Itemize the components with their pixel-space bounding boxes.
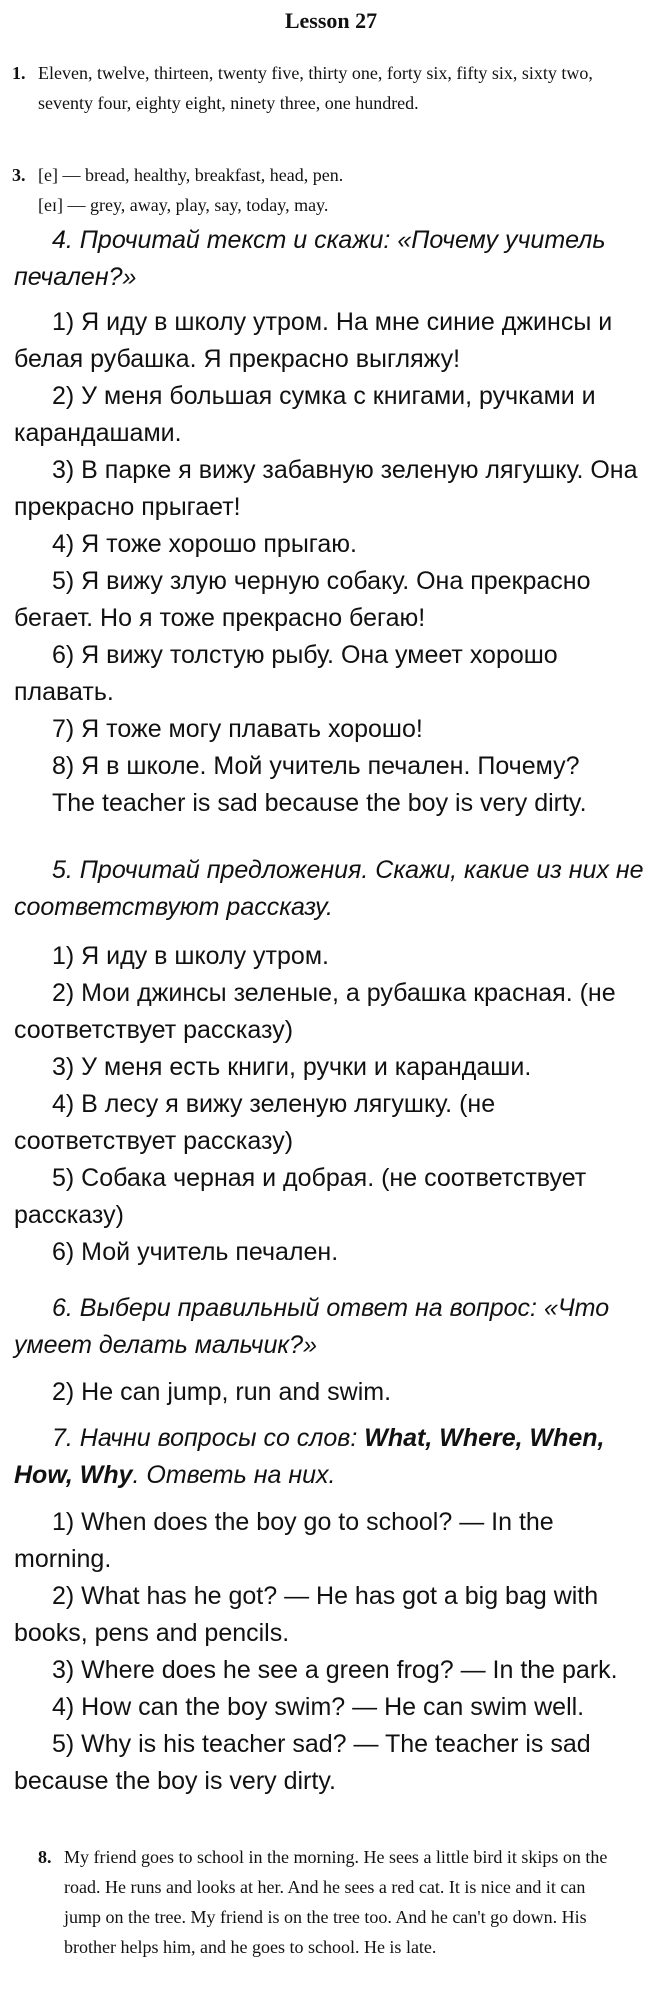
- exercise-7-item-5: 5) Why is his teacher sad? — The teacher is sad because the boy is very dirty.: [14, 1730, 591, 1795]
- lesson-title: Lesson 27: [284, 8, 378, 33]
- exercise-8: [38, 1842, 626, 1962]
- exercise-5-item-6: 6) Мой учитель печален.: [52, 1238, 339, 1266]
- exercise-3-number: 3.: [12, 165, 26, 185]
- exercise-5-heading: 5. Прочитай предложения. Скажи, какие из них не соответствуют рассказу.: [14, 856, 644, 921]
- exercise-6: [14, 1290, 650, 1411]
- exercise-4-item-6: 6) Я вижу толстую рыбу. Она умеет хорошо плавать.: [14, 641, 558, 706]
- exercise-6-heading: 6. Выбери правильный ответ на вопрос: «Что умеет делать мальчик?»: [14, 1294, 610, 1359]
- exercise-7-item-4: 4) How can the boy swim? — He can swim well.: [52, 1693, 585, 1721]
- exercise-4-item-2: 2) У меня большая сумка с книгами, ручками и карандашами.: [14, 382, 596, 447]
- exercise-3-line-1: [e] — bread, healthy, breakfast, head, pen.: [38, 165, 344, 185]
- exercise-1-text: Eleven, twelve, thirteen, twenty five, thirty one, forty six, fifty six, sixty two, seventy four, eighty eight, ninety three, one hundred.: [38, 63, 593, 113]
- exercise-4-heading: 4. Прочитай текст и скажи: «Почему учитель печален?»: [14, 226, 606, 291]
- exercise-7-item-1: 1) When does the boy go to school? — In the morning.: [14, 1508, 554, 1573]
- exercise-3: [12, 160, 623, 220]
- exercise-7-heading: [14, 1420, 650, 1494]
- exercise-8-number: 8.: [38, 1847, 52, 1867]
- exercise-4-item-1: 1) Я иду в школу утром. На мне синие джинсы и белая рубашка. Я прекрасно выгляжу!: [14, 308, 613, 373]
- exercise-5-item-4: 4) В лесу я вижу зеленую лягушку. (не соответствует рассказу): [14, 1090, 496, 1155]
- exercise-1: [12, 58, 623, 118]
- exercise-4-answer: The teacher is sad because the boy is very dirty.: [52, 789, 587, 817]
- exercise-4-item-7: 7) Я тоже могу плавать хорошо!: [52, 715, 423, 743]
- exercise-8-text: My friend goes to school in the morning. He sees a little bird it skips on the road. He runs and looks at her. And he sees a red cat. It is nice and it can jump on the tree. My friend is on the tree too. And he can't go down. His brother helps him, and he goes to school. He is late.: [64, 1847, 608, 1957]
- exercise-5-item-3: 3) У меня есть книги, ручки и карандаши.: [52, 1053, 532, 1081]
- exercise-4-item-4: 4) Я тоже хорошо прыгаю.: [52, 530, 357, 558]
- exercise-7-item-2: 2) What has he got? — He has got a big bag with books, pens and pencils.: [14, 1582, 599, 1647]
- exercise-7: [14, 1420, 650, 1800]
- exercise-4: [14, 222, 650, 822]
- exercise-3-line-2: [eɪ] — grey, away, play, say, today, may.: [38, 195, 329, 215]
- exercise-4-item-3: 3) В парке я вижу забавную зеленую лягушку. Она прекрасно прыгает!: [14, 456, 638, 521]
- exercise-7-question-words: What, Where, When, How, Why: [14, 1424, 605, 1489]
- exercise-7-item-3: 3) Where does he see a green frog? — In the park.: [52, 1656, 618, 1684]
- exercise-7-heading-post: . Ответь на них.: [132, 1461, 336, 1489]
- exercise-5-item-5: 5) Собака черная и добрая. (не соответствует рассказу): [14, 1164, 587, 1229]
- exercise-4-item-8: 8) Я в школе. Мой учитель печален. Почему?: [52, 752, 580, 780]
- exercise-5-item-1: 1) Я иду в школу утром.: [52, 942, 329, 970]
- exercise-5: [14, 852, 650, 1271]
- exercise-1-number: 1.: [12, 63, 26, 83]
- exercise-7-heading-pre: 7. Начни вопросы со слов:: [52, 1424, 365, 1452]
- exercise-5-item-2: 2) Мои джинсы зеленые, а рубашка красная. (не соответствует рассказу): [14, 979, 616, 1044]
- exercise-6-answer: 2) He can jump, run and swim.: [52, 1378, 392, 1406]
- exercise-4-item-5: 5) Я вижу злую черную собаку. Она прекрасно бегает. Но я тоже прекрасно бегаю!: [14, 567, 591, 632]
